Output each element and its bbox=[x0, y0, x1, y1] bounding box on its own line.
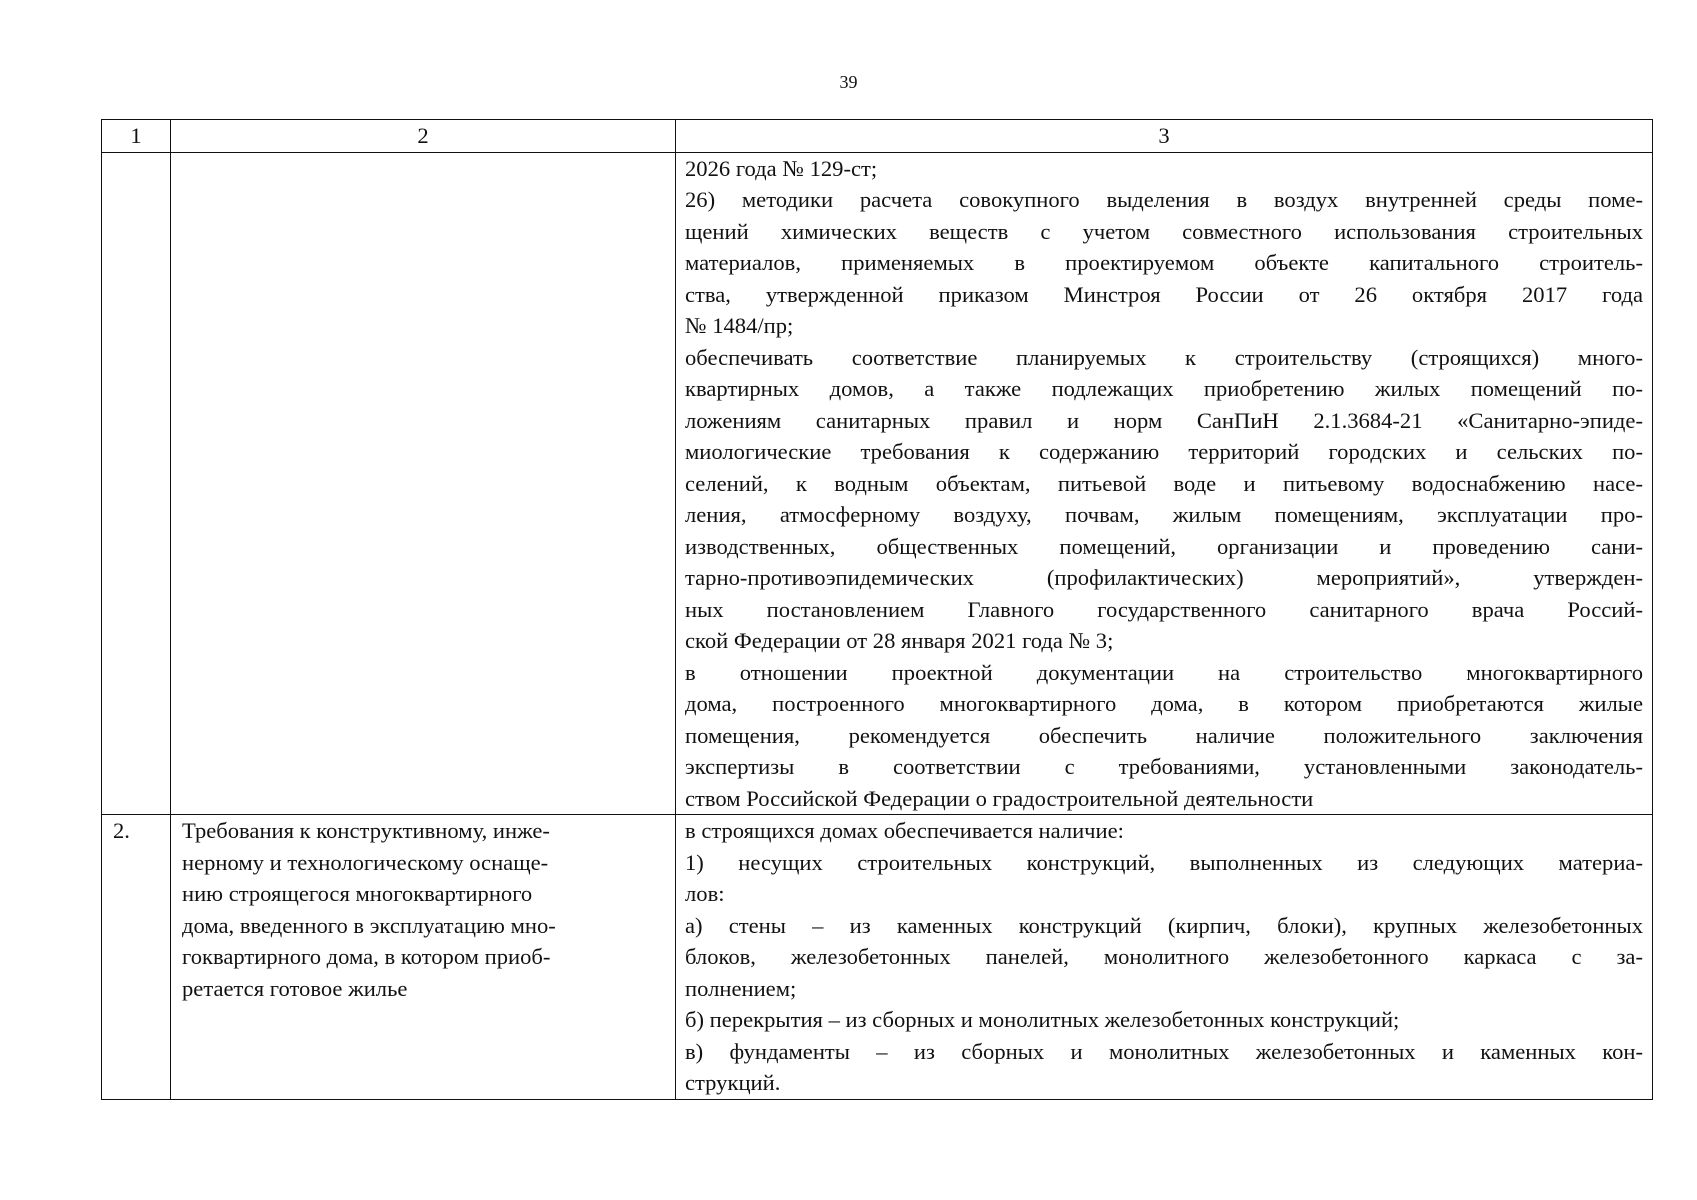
text-line: миологические требования к содержанию территорий городских и сельских по- bbox=[685, 439, 1643, 464]
text-line: 1) несущих строительных конструкций, выполненных из следующих материа- bbox=[685, 849, 1643, 875]
text-line: в) фундаменты – из сборных и монолитных железобетонных и каменных кон- bbox=[685, 1038, 1643, 1064]
text-line: нию строящегося многоквартирного bbox=[182, 881, 533, 906]
page-number: 39 bbox=[839, 72, 858, 92]
text-line: ством Российской Федерации о градостроительной деятельности bbox=[685, 785, 1314, 811]
text-line: щений химических веществ с учетом совместного использования строительных bbox=[685, 218, 1643, 244]
header-col-1: 1 bbox=[102, 120, 171, 153]
text-line: в строящихся домах обеспечивается наличие: bbox=[685, 818, 1124, 843]
text-line: лов: bbox=[685, 881, 725, 906]
text-line: а) стены – из каменных конструкций (кирпич, блоки), крупных железобетонных bbox=[685, 912, 1643, 938]
table-row bbox=[102, 815, 1653, 1100]
text-line: б) перекрытия – из сборных и монолитных железобетонных конструкций; bbox=[685, 1007, 1400, 1032]
text-line: квартирных домов, а также подлежащих приобретению жилых помещений по- bbox=[685, 376, 1643, 401]
text-line: 2026 года № 129-ст; bbox=[685, 155, 878, 181]
text-line: экспертизы в соответствии с требованиями, установленными законодатель- bbox=[685, 754, 1643, 779]
text-line: № 1484/пр; bbox=[685, 313, 794, 338]
row1-title-cell bbox=[171, 152, 676, 815]
text-line: в отношении проектной документации на строительство многоквартирного bbox=[685, 659, 1643, 685]
text-line: ления, атмосферному воздуху, почвам, жилым помещениям, эксплуатации про- bbox=[685, 502, 1643, 527]
text-line: ных постановлением Главного государственного санитарного врача Россий- bbox=[685, 596, 1643, 622]
text-line: помещения, рекомендуется обеспечить наличие положительного заключения bbox=[685, 722, 1643, 748]
text-line: ства, утвержденной приказом Минстроя России от 26 октября 2017 года bbox=[685, 281, 1643, 307]
text-line: Требования к конструктивному, инже- bbox=[182, 818, 550, 843]
text-line: 26) методики расчета совокупного выделения в воздух внутренней среды поме- bbox=[685, 187, 1643, 212]
text-line: дома, построенного многоквартирного дома, в котором приобретаются жилые bbox=[685, 691, 1643, 716]
table-row bbox=[102, 152, 1653, 815]
text-line: дома, введенного в эксплуатацию мно- bbox=[182, 912, 556, 938]
text-line: ретается готовое жилье bbox=[182, 975, 408, 1001]
row1-content-cell bbox=[676, 152, 1653, 815]
row2-content-cell bbox=[676, 815, 1653, 1100]
text-line: ской Федерации от 28 января 2021 года № 3; bbox=[685, 628, 1114, 653]
text-line: блоков, железобетонных панелей, монолитного железобетонного каркаса с за- bbox=[685, 944, 1643, 969]
row2-number-cell: 2. bbox=[102, 815, 171, 1100]
text-line: ложениям санитарных правил и норм СанПиН 2.1.3684-21 «Санитарно-эпиде- bbox=[685, 407, 1643, 433]
row2-title-cell bbox=[171, 815, 676, 1100]
header-col-2: 2 bbox=[171, 120, 676, 153]
header-col-3: 3 bbox=[676, 120, 1653, 153]
text-line: полнением; bbox=[685, 975, 797, 1001]
requirements-table bbox=[101, 119, 1653, 1100]
text-line: тарно-противоэпидемических (профилактических) мероприятий», утвержден- bbox=[685, 565, 1643, 590]
row1-number-cell bbox=[102, 152, 171, 815]
text-line: обеспечивать соответствие планируемых к строительству (строящихся) много- bbox=[685, 344, 1643, 370]
text-line: гоквартирного дома, в котором приоб- bbox=[182, 944, 551, 969]
text-line: материалов, применяемых в проектируемом объекте капитального строитель- bbox=[685, 250, 1643, 275]
text-line: нерному и технологическому оснаще- bbox=[182, 849, 549, 875]
text-line: селений, к водным объектам, питьевой воде и питьевому водоснабжению насе- bbox=[685, 470, 1643, 496]
table-header-row bbox=[102, 120, 1653, 153]
text-line: изводственных, общественных помещений, организации и проведению сани- bbox=[685, 533, 1643, 559]
text-line: струкций. bbox=[685, 1070, 781, 1095]
